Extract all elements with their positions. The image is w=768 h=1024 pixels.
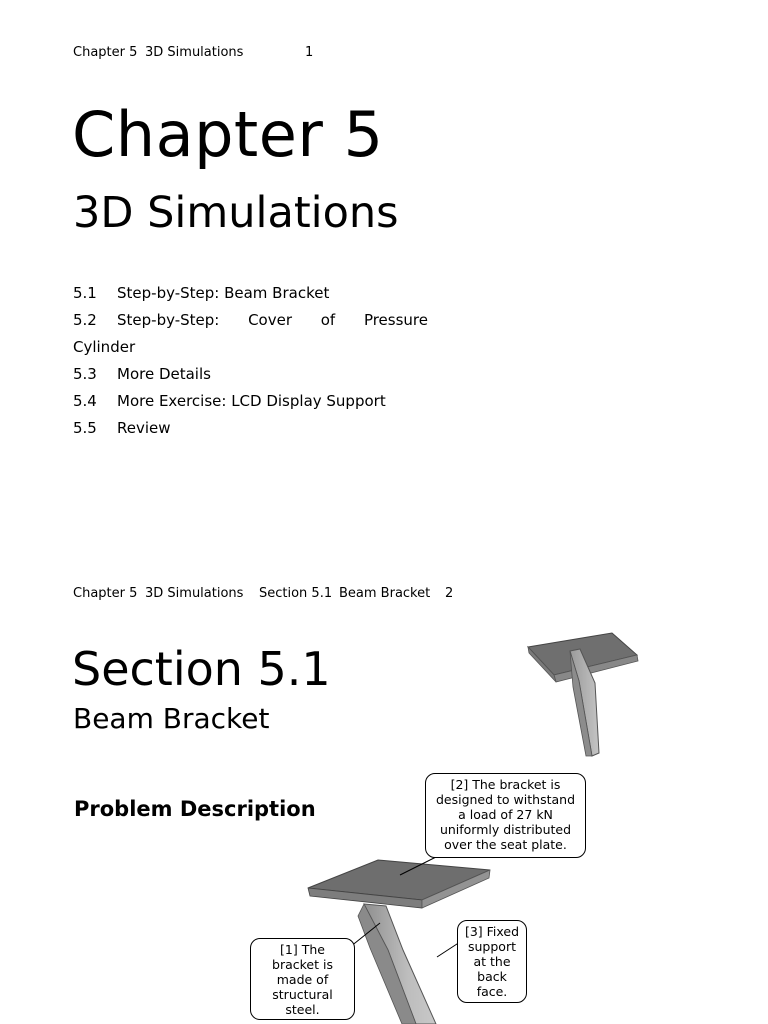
table-of-contents: [73, 280, 428, 442]
header-page-number: 2: [445, 586, 454, 601]
toc-number: 5.1: [73, 284, 97, 302]
callout-line: face.: [476, 984, 508, 999]
header-title: 3D Simulations: [145, 586, 244, 601]
callout-line: [2] The bracket is: [450, 777, 561, 792]
toc-item[interactable]: [73, 388, 428, 415]
callout-line: structural: [272, 987, 333, 1002]
toc-item[interactable]: [73, 415, 428, 442]
toc-word: of: [320, 311, 336, 329]
toc-word: Pressure: [363, 311, 428, 329]
chapter-subtitle: 3D Simulations: [73, 188, 399, 238]
callout-line: [3] Fixed: [464, 924, 520, 939]
toc-item-continuation: [73, 334, 428, 361]
toc-number: 5.4: [73, 392, 97, 410]
page-header-1: [73, 45, 314, 105]
toc-text: [117, 307, 428, 334]
callout-line: support: [468, 939, 516, 954]
toc-number: 5.3: [73, 365, 97, 383]
callout-line: at the: [473, 954, 511, 969]
chapter-title: Chapter 5: [72, 98, 384, 171]
toc-text: More Details: [117, 365, 211, 383]
toc-item[interactable]: [73, 307, 428, 334]
callout-material: [250, 938, 355, 1020]
callout-line: bracket is: [272, 957, 333, 972]
header-title: 3D Simulations: [145, 45, 244, 60]
header-chapter: Chapter 5: [73, 586, 138, 601]
toc-text: Cylinder: [73, 338, 136, 356]
toc-item[interactable]: [73, 280, 428, 307]
toc-number: 5.2: [73, 311, 97, 329]
toc-text: Review: [117, 419, 171, 437]
callout-load: [425, 773, 586, 858]
toc-text: More Exercise: LCD Display Support: [117, 392, 386, 410]
callout-line: steel.: [285, 1002, 320, 1017]
header-section: Section 5.1: [259, 586, 333, 601]
toc-number: 5.5: [73, 419, 97, 437]
problem-description-heading: Problem Description: [74, 797, 316, 821]
toc-word: Cover: [248, 311, 292, 329]
header-section-title: Beam Bracket: [339, 586, 431, 601]
callout-line: over the seat plate.: [444, 837, 567, 852]
callout-line: uniformly distributed: [439, 822, 572, 837]
callout-line: back: [477, 969, 507, 984]
header-chapter: Chapter 5: [73, 45, 138, 60]
callout-line: made of: [276, 972, 329, 987]
callout-fixed-support: [457, 920, 527, 1003]
toc-item[interactable]: [73, 361, 428, 388]
toc-word: Step-by-Step:: [117, 311, 220, 329]
callout-line: designed to withstand: [435, 792, 576, 807]
callout-line: [1] The: [280, 942, 325, 957]
header-page-number: 1: [305, 45, 314, 60]
section-title: Section 5.1: [72, 642, 331, 696]
section-subtitle: Beam Bracket: [73, 702, 270, 735]
callout-line: a load of 27 kN: [458, 807, 553, 822]
bracket-thumbnail-image: [520, 625, 645, 765]
toc-text: Step-by-Step: Beam Bracket: [117, 284, 330, 302]
